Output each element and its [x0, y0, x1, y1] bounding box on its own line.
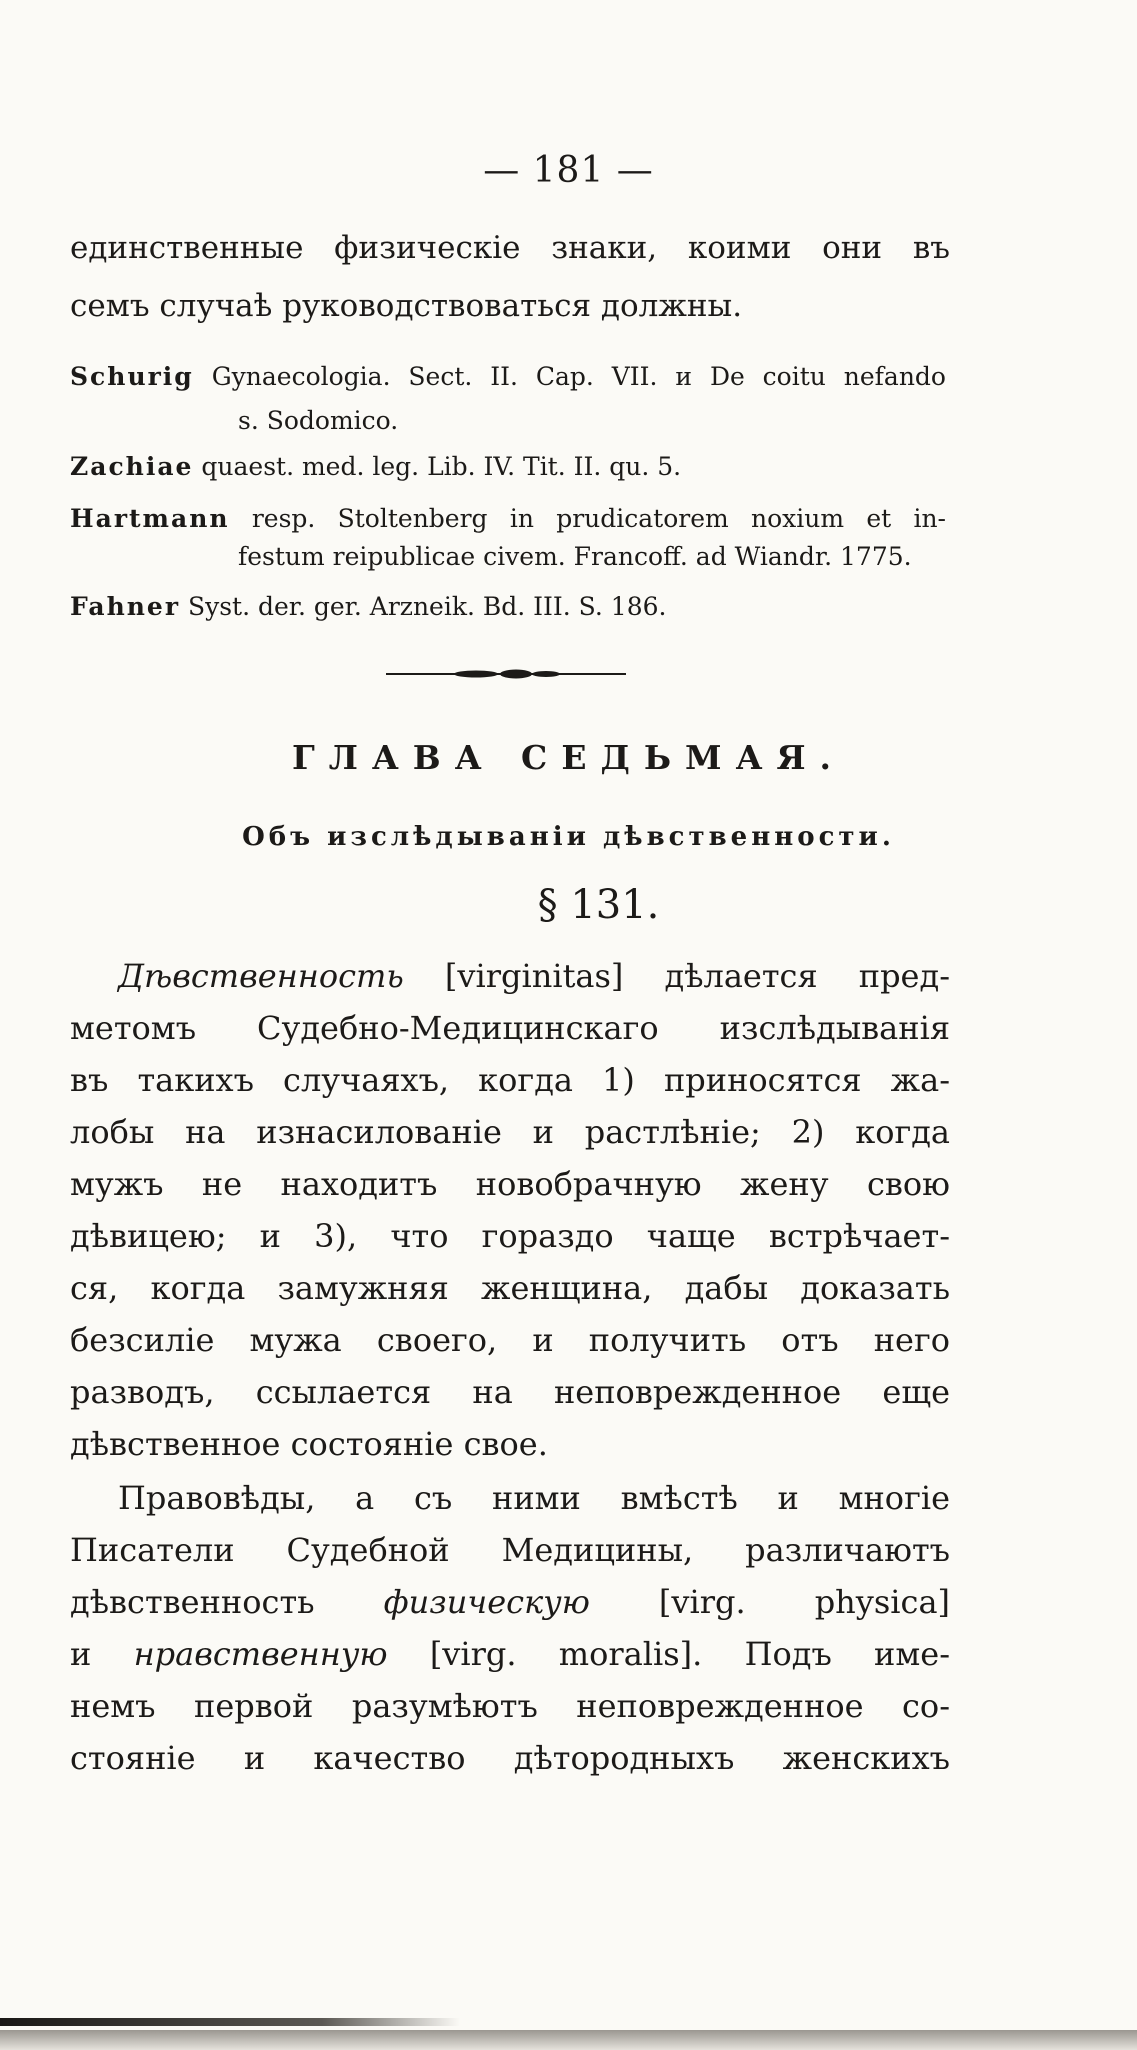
- page-edge-shadow: [0, 2018, 460, 2026]
- paragraph-1-line-4: лобы на изнасилованіе и растлѣніе; 2) когда: [70, 1113, 950, 1151]
- paragraph-2-line-5: немъ первой разумѣютъ неповрежденное со-: [70, 1687, 950, 1725]
- reference-1: [70, 360, 946, 394]
- paragraph-1-line-10: дѣвственное состояніе свое.: [70, 1425, 548, 1463]
- page-number: — 181 —: [483, 150, 654, 191]
- paragraph-1-line-9: разводъ, ссылается на неповрежденное еще: [70, 1373, 950, 1411]
- paragraph-1-line-2: метомъ Судебно-Медицинскаго изслѣдыванія: [70, 1009, 950, 1047]
- reference-2: [70, 450, 950, 484]
- line-text: [virg. moralis]. Подъ име-: [429, 1635, 951, 1673]
- scan-bottom-edge: [0, 2030, 1137, 2050]
- paragraph-2-line-2: Писатели Судебной Медицины, различаютъ: [70, 1531, 950, 1569]
- reference-4: [70, 590, 950, 624]
- italic-term: нравственную: [133, 1635, 388, 1673]
- paragraph-2-line-4: [70, 1628, 950, 1680]
- section-mark: § 131.: [537, 882, 660, 928]
- reference-1-cont: s. Sodomico.: [238, 406, 399, 435]
- reference-author: Zachiae: [70, 452, 194, 481]
- reference-author: Fahner: [70, 592, 181, 621]
- italic-term: Дѣвственность: [118, 957, 404, 995]
- reference-text: resp. Stoltenberg in prudicatorem noxium et in-: [251, 504, 946, 533]
- paragraph-2-line-6: стояніе и качество дѣтородныхъ женскихъ: [70, 1739, 950, 1777]
- paragraph-2-line-1: Правовѣды, а съ ними вмѣстѣ и многіе: [118, 1479, 950, 1517]
- paragraph-1-line-6: дѣвицею; и 3), что гораздо чаще встрѣчает-: [70, 1217, 950, 1255]
- paragraph-1-line-8: безсиліе мужа своего, и получить отъ него: [70, 1321, 950, 1359]
- chapter-subtitle: Объ изслѣдываніи дѣвственности.: [242, 822, 895, 852]
- line-text: [virginitas] дѣлается пред-: [444, 957, 951, 995]
- line-text: и: [70, 1635, 92, 1673]
- paragraph-1-line-1: [70, 950, 950, 1002]
- reference-text: quaest. med. leg. Lib. IV. Tit. II. qu. 5.: [201, 452, 682, 481]
- reference-text: Gynaecologia. Sect. II. Cap. VII. и De coitu nefando: [211, 362, 946, 391]
- italic-term: физическую: [383, 1583, 590, 1621]
- reference-author: Hartmann: [70, 504, 230, 533]
- ornament-divider: [386, 668, 626, 680]
- paragraph-1-line-3: въ такихъ случаяхъ, когда 1) приносятся жа-: [70, 1061, 950, 1099]
- line-text: [virg. physica]: [658, 1583, 950, 1621]
- reference-text: Syst. der. ger. Arzneik. Bd. III. S. 186.: [187, 592, 667, 621]
- paragraph-2-line-3: [70, 1576, 950, 1628]
- reference-author: Schurig: [70, 362, 194, 391]
- paragraph-1-line-5: мужъ не находитъ новобрачную жену свою: [70, 1165, 950, 1203]
- reference-3: [70, 502, 946, 536]
- paragraph-1-line-7: ся, когда замужняя женщина, дабы доказать: [70, 1269, 950, 1307]
- reference-3-cont: festum reipublicae civem. Francoff. ad Wiandr. 1775.: [238, 542, 912, 571]
- intro-line-1: единственные физическіе знаки, коими они въ: [70, 230, 950, 266]
- intro-line-2: семъ случаѣ руководствоваться должны.: [70, 288, 743, 324]
- chapter-title: ГЛАВА СЕДЬМАЯ.: [291, 738, 846, 777]
- line-text: дѣвственность: [70, 1583, 315, 1621]
